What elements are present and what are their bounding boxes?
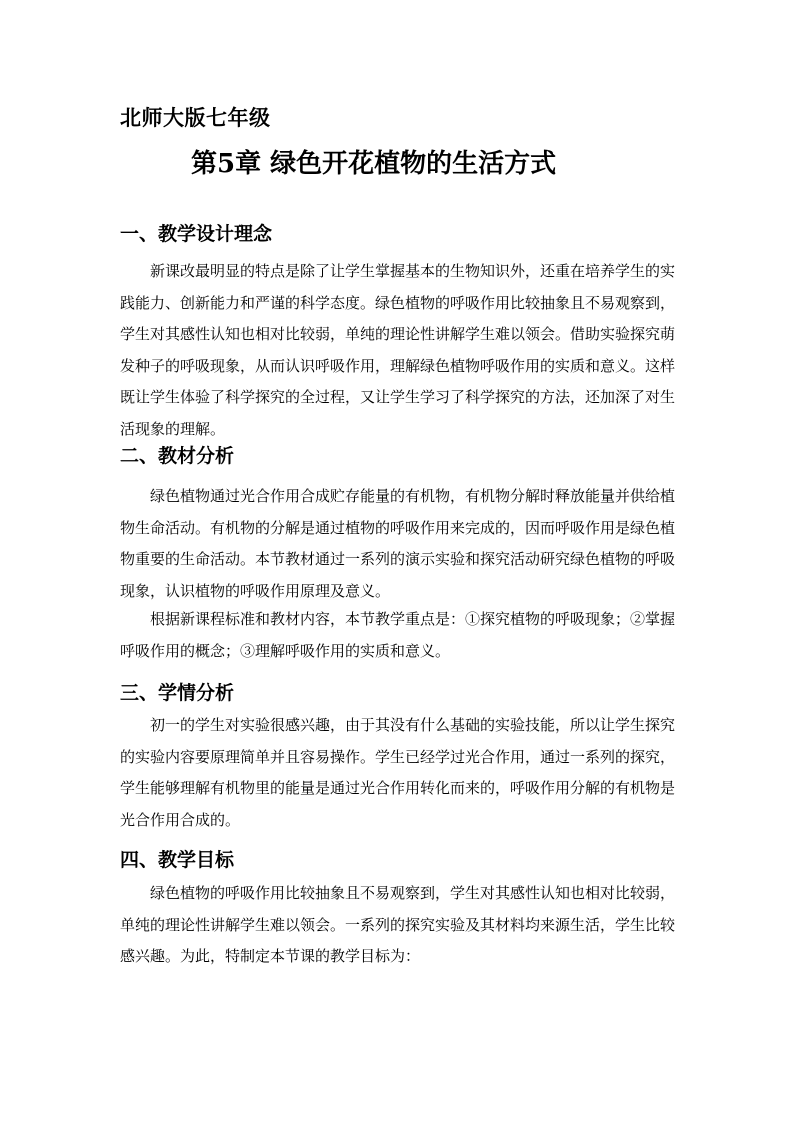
section-heading-teaching-objectives: 四、教学目标 [120, 849, 235, 871]
section-paragraph: 绿色植物通过光合作用合成贮存能量的有机物，有机物分解时释放能量并供给植物生命活动。有机物的分解是通过植物的呼吸作用来完成的，因而呼吸作用是绿色植物重要的生命活动。本节教材通过一系列的演示实验和探究活动研究绿色植物的呼吸现象，认识植物的呼吸作用原理及意义。 [120, 487, 676, 600]
section-paragraph: 根据新课程标准和教材内容，本节教学重点是：①探究植物的呼吸现象；②掌握呼吸作用的概念；③理解呼吸作用的实质和意义。 [120, 610, 676, 660]
section-paragraph: 绿色植物的呼吸作用比较抽象且不易观察到，学生对其感性认知也相对比较弱，单纯的理论性讲解学生难以领会。一系列的探究实验及其材料均来源生活，学生比较感兴趣。为此，特制定本节课的教学目标为： [120, 884, 676, 965]
chapter-title: 第5章 绿色开花植物的生活方式 [191, 149, 557, 179]
section-paragraph: 新课改最明显的特点是除了让学生掌握基本的生物知识外，还重在培养学生的实践能力、创新能力和严谨的科学态度。绿色植物的呼吸作用比较抽象且不易观察到，学生对其感性认知也相对比较弱，单纯的理论性讲解学生难以领会。借助实验探究萌发种子的呼吸现象，从而认识呼吸作用，理解绿色植物呼吸作用的实质和意义。这样既让学生体验了科学探究的全过程，又让学生学习了科学探究的方法，还加深了对生活现象的理解。 [120, 262, 676, 438]
section-paragraph: 初一的学生对实验很感兴趣，由于其没有什么基础的实验技能，所以让学生探究的实验内容要原理简单并且容易操作。学生已经学过光合作用，通过一系列的探究，学生能够理解有机物里的能量是通过光合作用转化而来的，呼吸作用分解的有机物是光合作用合成的。 [120, 716, 676, 829]
section-heading-textbook-analysis: 二、教材分析 [120, 445, 235, 467]
section-heading-design-concept: 一、教学设计理念 [120, 223, 273, 245]
document-header: 北师大版七年级 [120, 105, 271, 130]
section-heading-student-analysis: 三、学情分析 [120, 682, 235, 704]
